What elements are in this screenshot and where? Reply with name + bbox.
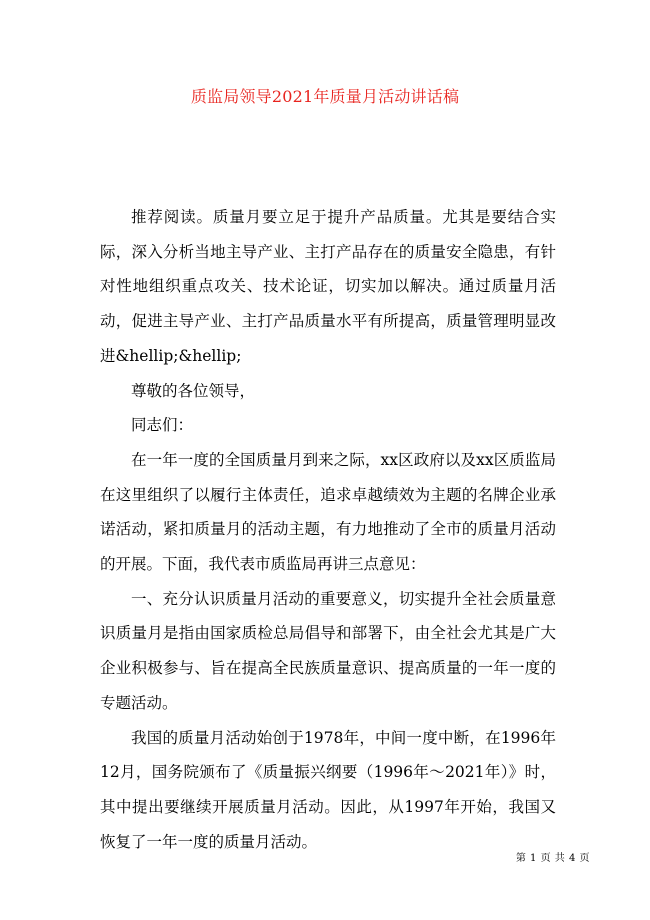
document-title: 质监局领导2021年质量月活动讲话稿 — [190, 87, 460, 106]
paragraph-history: 我国的质量月活动始创于1978年，中间一度中断，在1996年12月，国务院颁布了《质量振兴纲要（1996年～2021年）》时，其中提出要继续开展质量月活动。因此，从1997年开始，我国又恢复了一年一度的质量月活动。 — [100, 728, 556, 851]
paragraph-opening: 在一年一度的全国质量月到来之际，xx区政府以及xx区质监局在这里组织了以履行主体责任，追求卓越绩效为主题的名牌企业承诺活动，紧扣质量月的活动主题，有力地推动了全市的质量月活动的开展。下面，我代表市质监局再讲三点意见： — [100, 450, 556, 574]
page-number-footer: 第 1 页 共 4 页 — [515, 853, 590, 864]
paragraph-salutation: 尊敬的各位领导， — [131, 381, 256, 400]
paragraph-intro: 推荐阅读。质量月要立足于提升产品质量。尤其是要结合实际，深入分析当地主导产业、主打产品存在的质量安全隐患，有针对性地组织重点攻关、技术论证，切实加以解决。通过质量月活动，促进主导产业、主打产品质量水平有所提高，质量管理明显改进&hellip;&hellip; — [100, 208, 556, 365]
document-body — [100, 200, 556, 859]
paragraph-greeting: 同志们： — [131, 416, 194, 435]
paragraph-section-one: 一、充分认识质量月活动的重要意义，切实提升全社会质量意识质量月是指由国家质检总局倡导和部署下，由全社会尤其是广大企业积极参与、旨在提高全民族质量意识、提高质量的一年一度的专题活动。 — [100, 589, 556, 712]
